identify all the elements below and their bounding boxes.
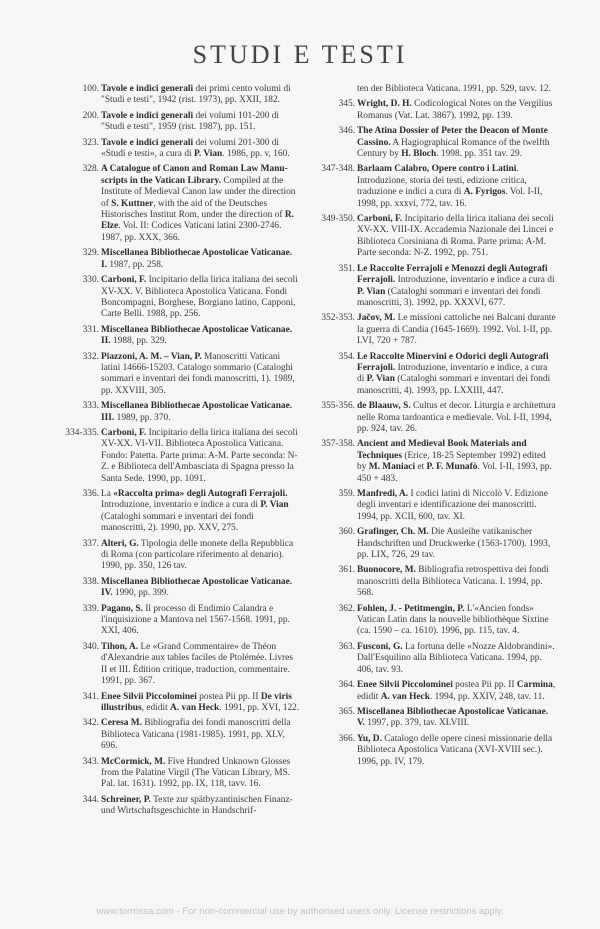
entry-bold-text: Alteri, G. <box>101 538 139 549</box>
entry-text <box>357 352 550 396</box>
entry-text <box>101 428 298 484</box>
entry-plain-text: . 1986, pp. v, 160. <box>222 149 290 160</box>
entry-bold-text: Miscellanea Bibliothecae Apostolicae Vaticanae. V. <box>357 706 549 729</box>
catalog-entry <box>316 126 556 160</box>
catalog-entry <box>60 428 300 485</box>
entry-number: 360. <box>338 527 355 538</box>
catalog-entry <box>316 734 556 768</box>
catalog-entry <box>316 164 556 210</box>
entry-plain-text: postea Pii pp. II <box>196 691 261 702</box>
entry-number: 349-350. <box>321 214 355 225</box>
entry-number: 329. <box>82 248 99 259</box>
entry-number: 332. <box>82 351 99 362</box>
entry-plain-text: . Introduzione, storia dei testi, edizione critica, traduzione e indici a cura di <box>357 164 527 198</box>
entry-bold-text: Schreiner, P. <box>101 794 151 805</box>
entry-number: 200. <box>82 110 99 121</box>
entry-bold-text: de Blaauw, S. <box>357 401 411 412</box>
entry-plain-text: Introduzione, inventario e indice a cura di <box>395 275 555 286</box>
entry-plain-text: Tipologia delle monete della Repubblica di Roma (con particolare riferimento al denario). 1990, pp. 350, 126 tav. <box>101 538 294 572</box>
entry-plain-text: dei volumi 101-200 di "Studi e testi", 1959 (rist. 1987), pp. 151. <box>101 110 280 133</box>
entry-bold-text: Le Raccolte Ferrajoli e Menozzi degli Autografi Ferrajoli. <box>357 263 548 286</box>
entry-bold-text: Grafinger, Ch. M. <box>357 527 429 538</box>
entry-bold-text: H. Bloch <box>401 149 437 160</box>
entry-plain-text: Incipitario della lirica italiana dei secoli XV-XX. V. Biblioteca Apostolica Vaticana. Fondi Boncompagni, Borghese, Borgiano latino, Capponi, Carte Belli. 1988, pp. 256. <box>101 275 298 320</box>
entry-plain-text: Incipitario della lirica italiana dei secoli XV-XX. VIII-IX. Accademia Nazionale dei Lincei e Biblioteca Corsiniana di Roma. Parte prima: A-M. Parte seconda: N-Z. 1992, pp. 751. <box>357 214 554 259</box>
entry-number: 352-353. <box>321 313 355 324</box>
entry-number: 344. <box>82 794 99 805</box>
entry-bold-text: P. Vian <box>357 286 386 297</box>
entry-number: 346. <box>338 126 355 137</box>
catalog-entry <box>316 352 556 398</box>
catalog-entry <box>316 99 556 122</box>
entry-text <box>101 642 293 686</box>
entry-number: 355-356. <box>321 401 355 412</box>
right-column <box>316 84 556 772</box>
entry-text <box>357 264 555 308</box>
license-footer: www.torrossa.com - For non-commercial use by authorised users only. License restrictions apply. <box>96 906 504 917</box>
catalog-entry <box>316 565 556 599</box>
entry-plain-text: Cultus et decor. Liturgia e architettura nelle Roma tardoantica e medievale. Vol. I-II, 1994, pp. 924, tav. 26. <box>357 401 556 434</box>
entry-text <box>357 527 550 560</box>
entry-bold-text: degli Autografi Ferrajoli. <box>186 489 288 499</box>
entry-plain-text: Manoscritti Vaticani latini 14666-15203. Catalogo sommario (Cataloghi sommari e inventari dei fondi manoscritti, 1). 1989, pp. XXVIII, 305. <box>101 351 295 396</box>
entry-number: 347-348. <box>321 164 355 175</box>
catalog-entry <box>60 757 300 791</box>
entry-plain-text: ten der Biblioteca Vaticana. 1991, pp. 529, tavv. 12. <box>357 84 551 94</box>
entry-bold-text: Carmina <box>516 680 553 691</box>
entry-number: 336. <box>82 489 99 499</box>
entry-plain-text: 1989, pp. 370. <box>114 412 171 423</box>
entry-text <box>357 126 549 159</box>
entry-text <box>101 138 290 159</box>
entry-bold-text: Yu, D. <box>357 733 382 744</box>
catalog-entry <box>316 604 556 638</box>
entry-plain-text: Introduzione, inventario e indice a cura di <box>101 500 261 511</box>
entry-plain-text: Texte zur spätbyzantinischen Finanz- und Wirtschaftsgeschichte in Handschrif- <box>101 794 293 817</box>
entry-text <box>357 680 555 701</box>
entry-text <box>357 565 549 598</box>
entry-bold-text: Pagano, S. <box>101 603 143 614</box>
catalog-entry <box>316 707 556 730</box>
entry-number: 365. <box>338 706 355 717</box>
entry-bold-text: A. Fyrigos <box>463 187 506 198</box>
entry-text <box>101 692 299 713</box>
entry-bold-text: Tihon, A. <box>101 641 139 652</box>
entry-plain-text: Five Hundred Unknown Glosses from the Palatine Virgil (The Vatican Library, MS. Pal. lat. 1631). 1992, pp. IX, 118, tavv. 16. <box>101 756 291 790</box>
entry-bold-text: Le Raccolte Minervini e Odorici degli Autografi Ferrajoli. <box>357 351 549 373</box>
catalog-entry <box>316 680 556 703</box>
entry-plain-text: 1988, pp. 329. <box>110 336 167 347</box>
entry-bold-text: M. Maniaci <box>368 462 416 473</box>
catalog-entry <box>60 642 300 688</box>
entry-number: 341. <box>82 691 99 702</box>
entry-plain-text: Codicological Notes on the Vergilius Romanus (Vat. Lat. 3867). 1992, pp. 139. <box>357 99 553 121</box>
catalog-entry <box>60 577 300 600</box>
entry-plain-text: La fortuna delle «Nozze Aldobrandini». Dall'Esquilino alla Biblioteca Vaticana. 1994, pp. 406, tav. 93. <box>357 641 555 675</box>
entry-bold-text: P. Vian <box>366 374 395 385</box>
entry-number: 364. <box>338 680 355 691</box>
entry-bold-text: The Atina Dossier of Peter the Deacon of Monte Cassino. <box>357 126 548 148</box>
entry-text <box>101 111 279 132</box>
entry-number: 331. <box>82 324 99 335</box>
entry-bold-text: P. F. Munafò <box>426 462 478 473</box>
entry-bold-text: P. Vian <box>260 500 289 511</box>
entry-bold-text: Miscellanea Bibliothecae Apostolicae Vaticanae. IV. <box>101 576 293 599</box>
entry-number: 334-335. <box>65 427 99 438</box>
entry-plain-text: La <box>101 489 114 499</box>
entry-bold-text: Carboni, F. <box>101 275 147 286</box>
entry-bold-text: A. van Heck <box>380 691 430 702</box>
entry-text <box>357 489 548 522</box>
entry-text <box>357 214 554 258</box>
catalog-entry <box>60 111 300 134</box>
entry-text <box>357 707 548 728</box>
entry-bold-text: De viris illustribus <box>101 691 292 713</box>
catalog-entry <box>316 264 556 310</box>
entry-bold-text: Enee Silvii Piccolominei <box>101 691 197 702</box>
entry-number: 330. <box>82 275 99 286</box>
entry-text <box>357 604 549 637</box>
entry-plain-text: 1987, pp. 258. <box>107 259 164 270</box>
catalog-entry <box>60 401 300 424</box>
entry-plain-text: , with the aid of the Deutsches Historisches Institut Rom, under the direction of <box>101 198 285 221</box>
entry-plain-text: dei primi cento volumi di "Studi e testi", 1942 (rist. 1973), pp. XXII, 182. <box>101 84 291 106</box>
entry-bold-text: Carboni, F. <box>101 427 147 438</box>
entry-bold-text: McCormick, M. <box>101 756 166 767</box>
entry-plain-text: (Cataloghi sommari e inventari dei fondi manoscritti, 2). 1990, pp. XXV, 275. <box>101 511 254 534</box>
entry-plain-text: Compiled at the Institute of Medieval Canon law under the direction of <box>101 175 296 209</box>
entry-number: 333. <box>82 401 99 412</box>
entry-text <box>101 352 295 396</box>
entry-number: 362. <box>338 603 355 614</box>
page-title: STUDI E TESTI <box>192 40 408 69</box>
entry-plain-text: A Hagiographical Romance of the twelfth Century by <box>357 137 550 160</box>
entry-plain-text: (Cataloghi sommari e inventari dei fondi manoscritti, 3). 1992, pp. XXXVI, 677. <box>357 286 541 308</box>
entry-plain-text: Il processo di Endimio Calandra e l'inquisizione a Mantova nel 1567-1568. 1991, pp. XXI, 406. <box>101 603 290 637</box>
entry-bold-text: Fusconi, G. <box>357 641 403 652</box>
entry-plain-text: Le «Grand Commentaire» de Théon d'Alexandrie aux tables faciles de Ptolémée. Livres II et III. Édition critique, traduction, commentaire. 1991, pp. 367. <box>101 641 293 687</box>
entry-number: 354. <box>338 351 355 362</box>
entry-bold-text: A. van Heck <box>170 702 220 713</box>
entry-text <box>357 164 542 208</box>
catalog-entry <box>60 138 300 161</box>
catalog-entry <box>316 313 556 347</box>
entry-bold-text: «Raccolta prima» <box>113 489 185 499</box>
catalog-entry <box>60 718 300 752</box>
entry-text <box>101 539 293 572</box>
catalog-entry <box>60 604 300 638</box>
entry-bold-text: Buonocore, M. <box>357 565 416 576</box>
entry-plain-text: Catalogo delle opere cinesi missionarie della Biblioteca Apostolica Vaticana (XVI-XVIII sec.). 1996, pp. IV, 179. <box>357 733 553 767</box>
catalog-entry <box>60 275 300 321</box>
catalog-entry <box>316 439 556 485</box>
entry-bold-text: Barlaam Calabro, Opere contro i Latini <box>357 164 517 175</box>
catalog-entry <box>60 795 300 818</box>
entry-number: 366. <box>338 733 355 744</box>
entry-bold-text: Jačov, M. <box>357 313 396 324</box>
entry-plain-text: 1990, pp. 399. <box>112 588 169 599</box>
entry-bold-text: Miscellanea Bibliothecae Apostolicae Vaticanae. III. <box>101 401 293 423</box>
entry-number: 357-358. <box>321 439 355 450</box>
entry-number: 345. <box>338 99 355 110</box>
entry-number: 323. <box>82 137 99 148</box>
entry-text <box>357 99 552 120</box>
entry-bold-text: Carboni, F. <box>357 214 403 225</box>
entry-text <box>101 275 298 319</box>
entry-bold-text: P. Vian <box>193 149 223 160</box>
entry-plain-text: Bibliografia dei fondi manoscritti della Biblioteca Vaticana (1981-1985). 1991, pp. XLV, 696. <box>101 718 291 752</box>
catalog-entry <box>316 214 556 260</box>
entry-text <box>357 439 552 483</box>
catalog-entry <box>316 84 556 95</box>
entry-number: 363. <box>338 641 355 652</box>
entry-text <box>101 84 291 105</box>
catalog-entry <box>316 642 556 676</box>
entry-text <box>101 248 292 269</box>
entry-plain-text: . Vol. I-II, 1998, pp. xxxvi, 772, tav. 16. <box>357 187 543 209</box>
entry-bold-text: Tavole e indici generali <box>101 84 194 94</box>
catalog-entry <box>316 401 556 435</box>
entry-text <box>101 795 293 816</box>
entry-plain-text: , edidit <box>357 680 556 702</box>
entry-plain-text: . 1994, pp. XXIV, 248, tav. 11. <box>429 691 545 702</box>
entry-plain-text: Die Ausleihe vatikanischer Handschriften und Druckwerke (1563-1700). 1993, pp. LIX, 726, 29 tav. <box>357 527 551 561</box>
entry-text <box>101 164 295 242</box>
entry-bold-text: Miscellanea Bibliothecae Apostolicae Vaticanae. II. <box>101 324 293 347</box>
entry-plain-text: Introduzione, inventario e indice, a cura di <box>357 362 548 385</box>
entry-bold-text: Ancient and Medieval Book Materials and Techniques <box>357 439 527 461</box>
catalog-entry <box>60 84 300 107</box>
entry-number: 328. <box>82 164 99 175</box>
entry-bold-text: Manfredi, A. <box>357 489 409 499</box>
entry-plain-text: , edidit <box>141 702 171 713</box>
entry-bold-text: Miscellanea Bibliothecae Apostolicae Vaticanae. I. <box>101 248 293 270</box>
catalog-entry <box>60 352 300 398</box>
entry-bold-text: Tavole e indici generali <box>101 137 194 148</box>
entry-text <box>101 604 290 637</box>
entry-text <box>101 401 292 422</box>
entry-text <box>357 734 552 767</box>
entry-bold-text: Enee Silvii Piccolominei <box>357 680 453 691</box>
entry-plain-text: (Cataloghi sommari e inventari dei fondi manoscritti, 4). 1993, pp. LXXIII, 447. <box>357 374 551 396</box>
entry-bold-text: Wright, D. H. <box>357 99 412 110</box>
entry-plain-text: Le missioni cattoliche nei Balcani durante la guerra di Candia (1645-1669). 1992. Vol. I-II, pp. LVI, 720 + 787. <box>357 313 556 347</box>
catalog-entry <box>60 489 300 535</box>
entry-plain-text: (Erice, 18-25 September 1992) edited by <box>357 450 546 473</box>
entry-plain-text: postea Pii pp. II <box>452 680 517 691</box>
entry-plain-text: Bibliografia retrospettiva dei fondi manoscritti della Biblioteca Vaticana. I. 1994, pp. 568. <box>357 565 549 599</box>
entry-text <box>357 642 555 675</box>
entry-number: 339. <box>82 603 99 614</box>
entry-bold-text: Piazzoni, A. M. – Vian, P. <box>101 351 202 362</box>
catalog-entry <box>316 489 556 523</box>
entry-number: 343. <box>82 756 99 767</box>
entry-bold-text: Fohlen, J. - Petitmengin, P. <box>357 603 465 614</box>
catalog-entry <box>60 248 300 271</box>
catalog-entry <box>60 539 300 573</box>
entry-number: 342. <box>82 718 99 729</box>
entry-plain-text: et <box>415 462 427 473</box>
entry-text <box>357 84 551 94</box>
entry-plain-text: I codici latini di Niccolò V. Edizione degli inventari e identificazione dei manoscritti. 1994, pp. XCII, 600, tav. XI. <box>357 489 548 522</box>
left-column <box>60 84 300 822</box>
entry-text <box>101 577 292 598</box>
entry-text <box>357 313 556 346</box>
entry-text <box>101 489 289 533</box>
entry-plain-text: Incipitario della lirica italiana dei secoli XV-XX. VI-VII. Biblioteca Apostolica Vaticana. Fondo: Patetta. Parte prima: A-M. Parte seconda: N-Z. e Biblioteca dell'Ambasciata di Spagna presso la Santa Sede. 1990, pp. 1091. <box>101 427 298 484</box>
entry-text <box>357 401 556 434</box>
catalog-entry <box>60 325 300 348</box>
entry-bold-text: R. Elze <box>101 210 294 232</box>
catalog-entry <box>60 692 300 715</box>
entry-plain-text: 1997, pp. 379, tav. XLVIII. <box>364 718 470 729</box>
entry-plain-text: . Vol. II: Codices Vaticani latini 2300-2746. 1987, pp. XXX, 366. <box>101 221 282 243</box>
entry-plain-text: . 1998. pp. 351 tav. 29. <box>436 149 523 160</box>
catalog-entry <box>60 164 300 244</box>
entry-number: 359. <box>338 489 355 499</box>
entry-bold-text: Ceresa M. <box>101 718 142 729</box>
entry-plain-text: dei volumi 201-300 di «Studi e testi», a cura di <box>101 137 280 160</box>
entry-number: 361. <box>338 565 355 576</box>
entry-number: 337. <box>82 538 99 549</box>
entry-plain-text: . 1991, pp. XVI, 122. <box>219 702 300 713</box>
entry-bold-text: Tavole e indici generali <box>101 110 194 121</box>
entry-bold-text: S. Kuttner <box>111 198 154 209</box>
entry-plain-text: L'«Ancien fonds» Vatican Latin dans la nouvelle bibliothèque Sixtine (ca. 1590 – ca. 1610). 1996, pp. 115, tav. 4. <box>357 603 549 637</box>
entry-number: 340. <box>82 641 99 652</box>
entry-number: 338. <box>82 576 99 587</box>
entry-text <box>101 718 291 751</box>
entry-number: 100. <box>82 84 99 94</box>
entry-text <box>101 757 290 790</box>
entry-plain-text: . Vol. I-II, 1993, pp. 450 + 483. <box>357 462 552 484</box>
entry-number: 351. <box>338 263 355 274</box>
entry-bold-text: A Catalogue of Canon and Roman Law Manuscripts in the Vatican Library. <box>101 164 288 186</box>
entry-text <box>101 325 292 346</box>
catalog-entry <box>316 527 556 561</box>
